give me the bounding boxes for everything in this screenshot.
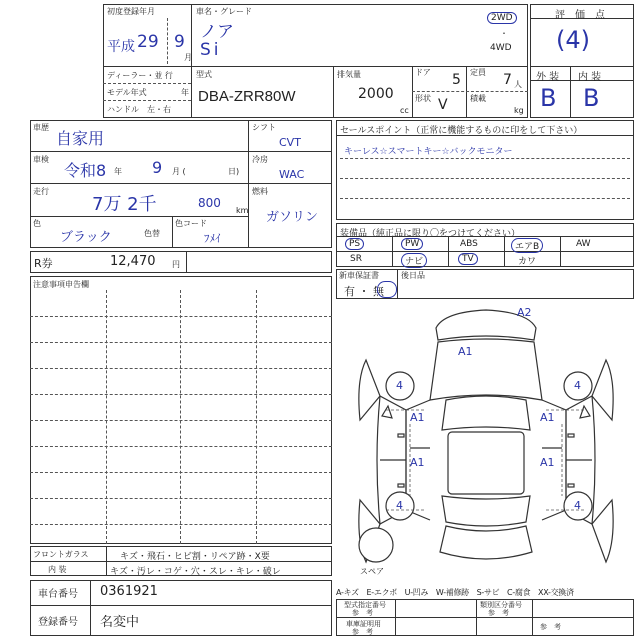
score-value: (4)	[556, 26, 590, 54]
inspection-year-unit: 年	[114, 167, 122, 176]
mark-left-front-door: A1	[410, 411, 425, 424]
car-name: ノア	[200, 22, 234, 42]
mark-front-right-wheel: 4	[574, 379, 581, 392]
load-label: 積載	[470, 94, 486, 103]
exterior-label: 外 装	[536, 72, 560, 83]
name-grade-label: 車名・グレード	[196, 7, 252, 16]
inspection-month: 9	[152, 158, 163, 177]
sales-point-text: キーレス☆スマートキー☆バックモニター	[344, 147, 513, 157]
inspection-label: 車検	[33, 155, 49, 164]
mark-right-rear-door: A1	[540, 456, 555, 469]
spare-tire	[359, 528, 393, 562]
warranty-circle	[377, 281, 397, 298]
mileage-label: 走行	[33, 187, 49, 196]
interior-label: 内 装	[48, 565, 67, 574]
doors: 5	[452, 72, 461, 88]
mark-rear-left-wheel: 4	[396, 499, 403, 512]
reg-month: 9	[174, 32, 185, 52]
mark-hood-a1: A1	[458, 345, 473, 358]
footer-model-label: 型式指定番号	[344, 601, 386, 609]
score-label: 評 価 点	[555, 10, 605, 21]
equipment-title: 装備品（純正品に限り〇をつけてください）	[340, 229, 521, 239]
aftermarket-label: 後日品	[401, 271, 425, 280]
mark-a2: A2	[517, 306, 532, 319]
color: ブラック	[60, 230, 112, 245]
mileage: 7万 2千	[92, 194, 157, 215]
car-diagram	[336, 300, 634, 582]
footer-ref-1: 参 考	[352, 609, 373, 617]
fuel-label: 燃料	[252, 187, 268, 196]
shift-label: シフト	[252, 123, 276, 132]
usage-type: 自家用	[56, 129, 105, 148]
inspection-era: 令和8	[64, 161, 107, 180]
mark-left-rear-door: A1	[410, 456, 425, 469]
color-code: ﾌﾒｲ	[204, 232, 221, 245]
model-label: 型式	[196, 70, 212, 79]
mark-right-front-door: A1	[540, 411, 555, 424]
reg-era: 平成	[107, 39, 135, 55]
displacement-label: 排気量	[337, 70, 361, 79]
exterior-grade: B	[540, 84, 557, 112]
model-year-unit: 年	[181, 88, 189, 97]
drive-dot: ・	[500, 29, 508, 38]
fuel: ガソリン	[266, 210, 319, 225]
model-code: DBA-ZRR80W	[198, 88, 296, 105]
equip-airbag: エアB	[511, 238, 543, 253]
r-ticket-box	[30, 251, 332, 273]
person-unit: 人	[514, 80, 522, 89]
mileage-small: 800	[198, 196, 221, 210]
warranty-value: 有 ・ 無	[344, 285, 384, 298]
footer-ref-2: 参 考	[488, 609, 509, 617]
kg-unit: kg	[514, 106, 524, 115]
door-label: ドア	[415, 68, 431, 77]
first-reg-label: 初度登録年月	[107, 7, 155, 16]
km-unit: km	[236, 206, 249, 215]
footer-ref-4: 参 考	[540, 623, 561, 631]
chassis-value: 0361921	[100, 584, 158, 599]
notes-label: 注意事項申告欄	[33, 280, 89, 289]
shape-label: 形状	[415, 94, 431, 103]
reg-month-unit: 月	[184, 53, 192, 62]
equip-abs: ABS	[460, 239, 478, 249]
capacity-label: 定員	[470, 68, 486, 77]
inspection-day-unit: 日)	[228, 167, 240, 176]
equip-aw: AW	[576, 239, 591, 249]
registration-value: 名変中	[100, 615, 140, 630]
drive-2wd: 2WD	[487, 12, 517, 24]
ac: WAC	[279, 168, 305, 181]
mark-front-left-wheel: 4	[396, 379, 403, 392]
mark-rear-right-wheel: 4	[574, 499, 581, 512]
color-label: 色	[33, 219, 41, 228]
color-change-label: 色替	[144, 229, 160, 238]
handle-label: ハンドル 左・右	[107, 105, 171, 114]
equip-navi: ナビ	[401, 253, 427, 268]
r-ticket-label: R券	[34, 257, 53, 270]
footer-cert-label: 車庫証明用	[346, 620, 381, 628]
model-year-label: モデル年式	[107, 88, 147, 97]
dealer-label: ディーラー・並 行	[107, 71, 173, 80]
interior-grade: B	[583, 84, 600, 112]
registration-label: 登録番号	[38, 617, 78, 628]
chassis-label: 車台番号	[38, 589, 78, 600]
r-ticket-amount: 12,470	[110, 254, 156, 269]
ac-label: 冷房	[252, 155, 268, 164]
car-grade: Si	[200, 40, 222, 60]
displacement: 2000	[358, 86, 394, 102]
equip-sr: SR	[350, 254, 362, 264]
reg-year: 29	[137, 32, 159, 52]
footer-ref-3: 参 考	[352, 628, 373, 636]
r-ticket-unit: 円	[172, 260, 180, 269]
equip-ps: PS	[345, 238, 364, 250]
warranty-label: 新車保証書	[339, 271, 379, 280]
shape: V	[438, 97, 448, 113]
drive-4wd: 4WD	[490, 43, 512, 53]
equip-leather: カワ	[518, 257, 537, 267]
interior-label: 内 装	[578, 72, 602, 83]
front-glass-value: キズ・飛石・ヒビ割・リペア跡・X要	[120, 552, 270, 562]
cc-unit: cc	[400, 106, 409, 115]
shift: CVT	[279, 136, 301, 149]
usage-type-label: 車歴	[33, 123, 49, 132]
front-glass-label: フロントガラス	[33, 550, 89, 559]
interior-value: キズ・汚レ・コゲ・穴・スレ・キレ・破レ	[110, 567, 281, 577]
capacity: 7	[503, 72, 512, 88]
equip-tv: TV	[458, 253, 478, 265]
equip-pw: PW	[401, 238, 423, 250]
damage-legend: A-キズ E-エクボ U-凹み W-補修跡 S-サビ C-腐食 XX-交換済	[336, 588, 574, 597]
color-code-label: 色コード	[175, 219, 207, 228]
sales-point-title: セールスポイント（正常に機能するものに印をして下さい）	[340, 126, 583, 136]
inspection-month-unit: 月 (	[172, 167, 186, 176]
spare-label: スペア	[360, 567, 384, 576]
footer-category-label: 類別区分番号	[480, 601, 522, 609]
